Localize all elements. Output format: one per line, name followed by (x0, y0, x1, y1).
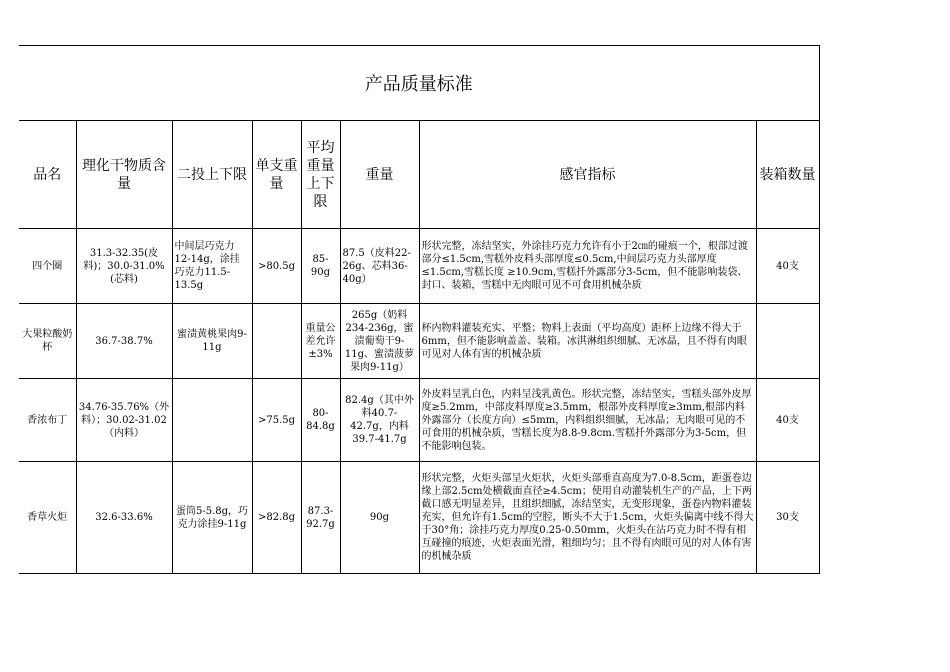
solids-content: 36.7-38.7% (76, 304, 172, 379)
header-second-dose: 二投上下限 (172, 121, 252, 229)
solids-content: 34.76-35.76%（外料）；30.02-31.02（内料） (76, 379, 172, 462)
packing-quantity: 40支 (756, 379, 819, 462)
unit-weight (252, 304, 301, 379)
second-dose-limits: 蜜渍黄桃果肉9-11g (172, 304, 252, 379)
avg-weight-limits: 85-90g (301, 229, 340, 304)
packing-quantity (756, 304, 819, 379)
header-avg-weight: 平均重量上下限 (301, 121, 340, 229)
sensory-indicators: 形状完整，火炬头部呈火炬状，火炬头部垂直高度为7.0-8.5cm，距蛋卷边缘上部2.5cm处横截面直径≥4.5cm；使用自动灌装机生产的产品，上下两截口感无明显差异，且组织细腻，冻结坚实，无变形现象，蛋卷内物料灌装充实，但允许有1.5cm的空腔，断头不大于1.5cm，火炬头偏离中线不得大于30°角；涂挂巧克力厚度0.25-0.50mm，火炬头在沾巧克力时不得有相互碰撞的痕迹，火炬表面光滑，粗细均匀；且不得有肉眼可见的对人体有害的机械杂质 (419, 462, 756, 574)
quality-standard-sheet (19, 45, 819, 574)
product-name: 四个圈 (19, 229, 76, 304)
second-dose-limits: 中间层巧克力12-14g，涂挂巧克力11.5-13.5g (172, 229, 252, 304)
table-row (19, 229, 819, 304)
header-name: 品名 (19, 121, 76, 229)
header-unit-weight: 单支重量 (252, 121, 301, 229)
unit-weight: >82.8g (252, 462, 301, 574)
header-sensory: 感官指标 (419, 121, 756, 229)
sensory-indicators: 形状完整，冻结坚实，外涂挂巧克力允许有小于2㎝的碰痕一个，根部过渡部分≤1.5cm,雪糕外皮料头部厚度≤0.5cm,中间层巧克力头部厚度≤1.5cm,雪糕长度 ≥10.9cm,雪糕扦外露部分3-5cm，但不能影响装袋、封口、装箱，雪糕中无肉眼可见不可食用机械杂质 (419, 229, 756, 304)
header-packing: 装箱数量 (756, 121, 819, 229)
unit-weight: >75.5g (252, 379, 301, 462)
packing-quantity: 40支 (756, 229, 819, 304)
unit-weight: >80.5g (252, 229, 301, 304)
product-name: 香草火炬 (19, 462, 76, 574)
avg-weight-limits: 重量公差允许±3% (301, 304, 340, 379)
header-row (19, 121, 819, 229)
weight: 90g (340, 462, 419, 574)
avg-weight-limits: 80-84.8g (301, 379, 340, 462)
header-solids: 理化干物质含量 (76, 121, 172, 229)
table-row (19, 304, 819, 379)
sensory-indicators: 外皮料呈乳白色，内料呈浅乳黄色。形状完整，冻结坚实，雪糕头部外皮厚度≥5.2mm，中部皮料厚度≥3.5mm，根部外皮料厚度≥3mm,根部内料外露部分（长度方向）≤5mm，内料组织细腻，无冰晶；无肉眼可见的不可食用的机械杂质，雪糕长度为8.8-9.8cm.雪糕扦外露部分为3-5cm，但不能影响包装。 (419, 379, 756, 462)
solids-content: 31.3-32.35(皮料)；30.0-31.0%(芯料) (76, 229, 172, 304)
packing-quantity: 30支 (756, 462, 819, 574)
solids-content: 32.6-33.6% (76, 462, 172, 574)
second-dose-limits (172, 379, 252, 462)
avg-weight-limits: 87.3-92.7g (301, 462, 340, 574)
sensory-indicators: 杯内物料灌装充实、平整；物料上表面（平均高度）距杯上边缘不得大于6mm，但不能影响盖盖、装箱。冰淇淋组织细腻、无冰晶，且不得有肉眼可见对人体有害的机械杂质 (419, 304, 756, 379)
product-name: 大果粒酸奶杯 (19, 304, 76, 379)
page-title: 产品质量标准 (19, 46, 819, 121)
weight: 82.4g（其中外料40.7-42.7g，内料39.7-41.7g (340, 379, 419, 462)
table-row (19, 379, 819, 462)
header-weight: 重量 (340, 121, 419, 229)
title-row (19, 46, 819, 121)
product-name: 香浓布丁 (19, 379, 76, 462)
weight: 265g（奶料234-236g，蜜渍葡萄干9-11g、蜜渍菠萝果肉9-11g） (340, 304, 419, 379)
quality-standard-table (19, 45, 820, 574)
table-row (19, 462, 819, 574)
weight: 87.5（皮料22-26g、芯料36-40g） (340, 229, 419, 304)
second-dose-limits: 蛋筒5-5.8g，巧克力涂挂9-11g (172, 462, 252, 574)
